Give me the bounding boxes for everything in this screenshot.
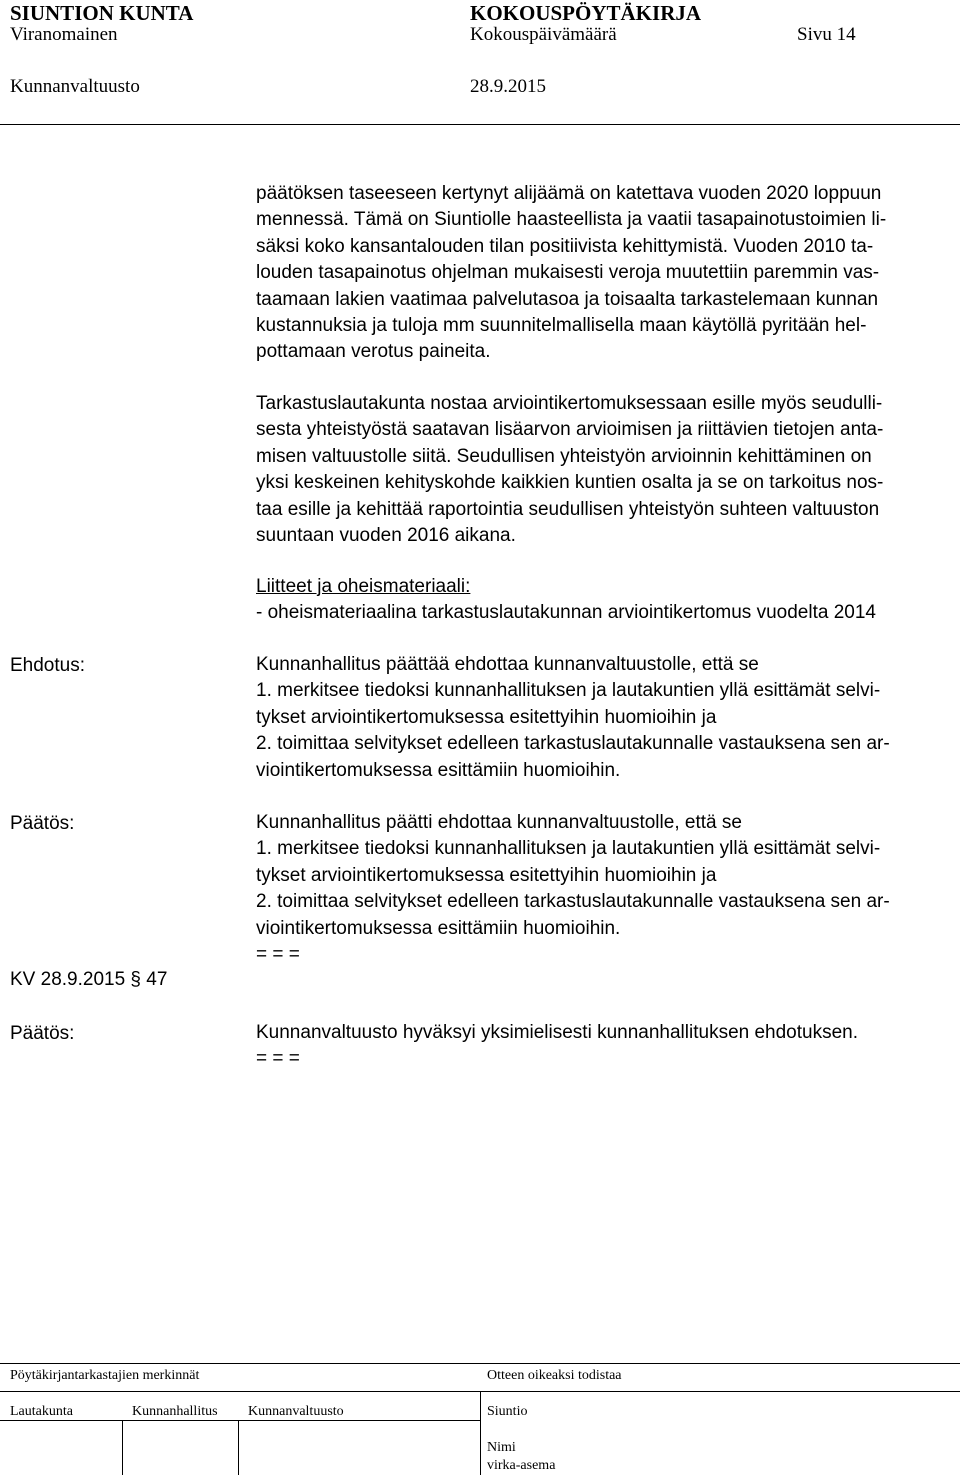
text-line: 2. toimittaa selvitykset edelleen tarkastuslautakunnalle vastauksena sen ar- <box>256 891 890 913</box>
paragraph-1 <box>256 181 886 366</box>
council-reference: KV 28.9.2015 § 47 <box>10 969 168 990</box>
footer-table-line <box>0 1420 480 1421</box>
date-value: 28.9.2015 <box>470 76 546 97</box>
date-label: Kokouspäivämäärä <box>470 24 617 45</box>
text-line: viointikertomuksessa esittämiin huomioihin. <box>256 917 621 939</box>
text-line: louden tasapainotus ohjelman mukaisesti veroja muutettiin paremmin vas- <box>256 262 880 284</box>
text-line: Tarkastuslautakunta nostaa arviointikertomuksessaan esille myös seudulli- <box>256 393 883 414</box>
paragraph-2 <box>256 391 883 549</box>
footer-place: Siuntio <box>487 1404 528 1419</box>
text-line: kustannuksia ja tuloja mm suunnitelmallisella maan käytöllä pyritään hel- <box>256 315 867 337</box>
text-line: päätöksen taseeseen kertynyt alijäämä on katettava vuoden 2020 loppuun <box>256 183 882 204</box>
footer-checkers-label: Pöytäkirjantarkastajien merkinnät <box>10 1368 200 1383</box>
footer-certified-label: Otteen oikeaksi todistaa <box>487 1368 622 1383</box>
text-line: yksi keskeinen kehityskohde kaikkien kuntien osalta ja se on tarkoitus nos- <box>256 472 884 494</box>
page-number: Sivu 14 <box>797 24 856 45</box>
council-decision-label: Päätös: <box>10 1023 75 1044</box>
footer-col-council: Kunnanvaltuusto <box>248 1404 344 1419</box>
text-line: = = = <box>256 1048 300 1070</box>
text-line: sesta yhteistyöstä saatavan lisäarvon arvioimisen ja riittävien tietojen anta- <box>256 419 884 441</box>
text-line: Kunnanvaltuusto hyväksyi yksimielisesti kunnanhallituksen ehdotuksen. <box>256 1022 859 1043</box>
attachment-item: - oheismateriaalina tarkastuslautakunnan arviointikertomus vuodelta 2014 <box>256 602 876 624</box>
text-line: mennessä. Tämä on Siuntiolle haasteellista ja vaatii tasapainotustoimien li- <box>256 209 887 231</box>
text-line: säksi koko kansantalouden tilan positiivista kehittymistä. Vuoden 2010 ta- <box>256 235 874 257</box>
authority-value: Kunnanvaltuusto <box>10 76 140 97</box>
text-line: taamaan lakien vaatimaa palvelutasoa ja toisaalta tarkastelemaan kunnan <box>256 288 879 310</box>
text-line: = = = <box>256 944 300 966</box>
footer-top-line <box>0 1363 960 1364</box>
text-line: pottamaan verotus paineita. <box>256 341 491 363</box>
text-line: Kunnanhallitus päätti ehdottaa kunnanvaltuustolle, että se <box>256 812 742 833</box>
text-line: 1. merkitsee tiedoksi kunnanhallituksen ja lautakuntien yllä esittämät selvi- <box>256 680 881 702</box>
footer-col-board: Lautakunta <box>10 1404 73 1419</box>
text-line: tykset arviointikertomuksessa esitettyihin huomioihin ja <box>256 706 717 728</box>
header-divider <box>0 124 960 125</box>
footer-divider-2 <box>238 1420 239 1475</box>
attachments-heading: Liitteet ja oheismateriaali: <box>256 576 471 597</box>
proposal-label: Ehdotus: <box>10 655 85 676</box>
text-line: suuntaan vuoden 2016 aikana. <box>256 525 516 547</box>
authority-label: Viranomainen <box>10 24 118 45</box>
text-line: taa esille ja kehittää raportointia seudullisen yhteistyön suhteen valtuuston <box>256 498 880 520</box>
footer-position-label: virka-asema <box>487 1458 556 1473</box>
decision-text <box>256 810 890 968</box>
text-line: viointikertomuksessa esittämiin huomioihin. <box>256 759 621 781</box>
text-line: Kunnanhallitus päättää ehdottaa kunnanvaltuustolle, että se <box>256 654 759 675</box>
text-line: 1. merkitsee tiedoksi kunnanhallituksen ja lautakuntien yllä esittämät selvi- <box>256 838 881 860</box>
footer-divider-3 <box>480 1391 481 1475</box>
text-line: tykset arviointikertomuksessa esitettyihin huomioihin ja <box>256 864 717 886</box>
proposal-text <box>256 652 890 784</box>
text-line: 2. toimittaa selvitykset edelleen tarkastuslautakunnalle vastauksena sen ar- <box>256 733 890 755</box>
footer-divider-1 <box>122 1420 123 1475</box>
footer-name-label: Nimi <box>487 1440 516 1455</box>
org-name: SIUNTION KUNTA <box>10 1 194 25</box>
document-type: KOKOUSPÖYTÄKIRJA <box>470 1 702 25</box>
text-line: misen valtuustolle siitä. Seudullisen yhteistyön arvioinnin kehittäminen on <box>256 445 872 467</box>
council-decision-text <box>256 1020 858 1073</box>
decision-label: Päätös: <box>10 813 75 834</box>
footer-col-municipal-board: Kunnanhallitus <box>132 1404 218 1419</box>
attachments-section <box>256 574 876 627</box>
